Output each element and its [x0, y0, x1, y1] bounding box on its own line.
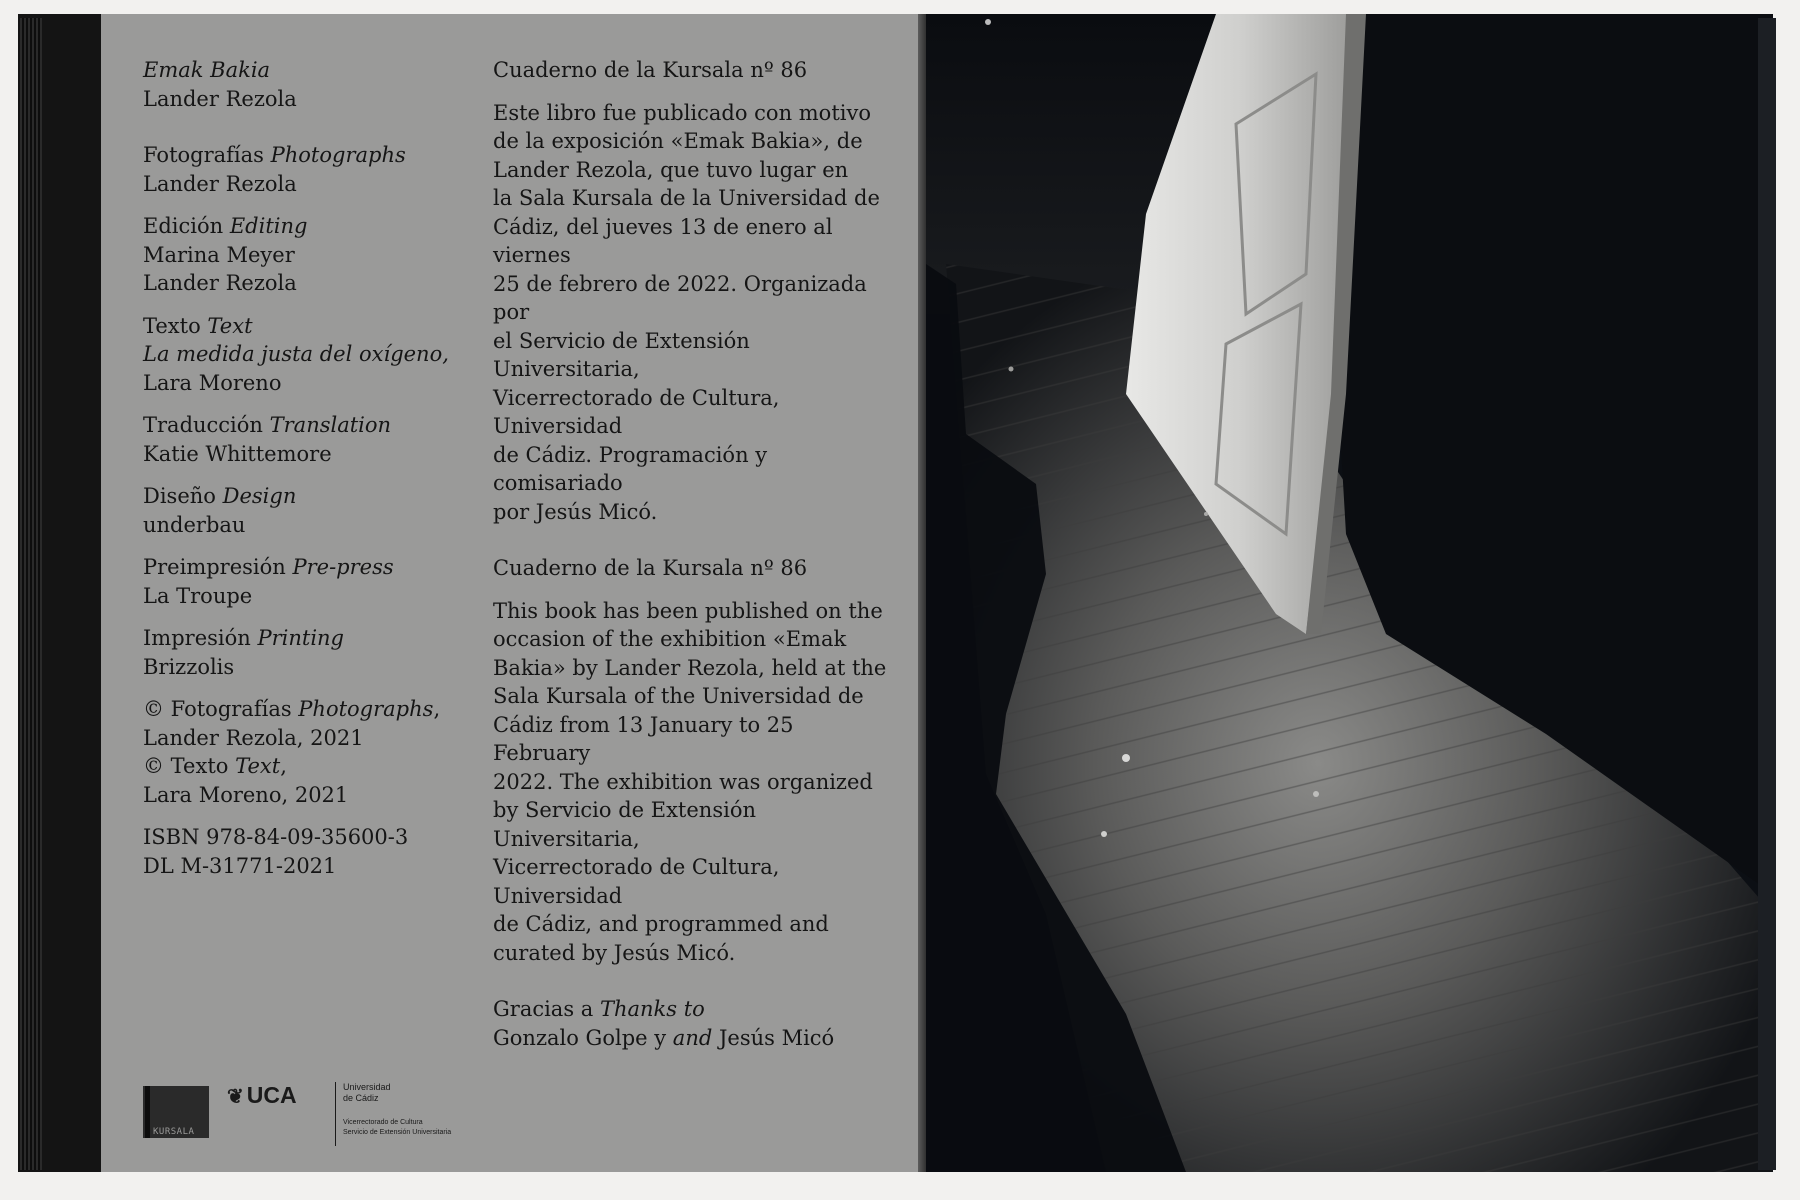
isbn: ISBN 978-84-09-35600-3: [143, 825, 409, 849]
credit-name: underbau: [143, 512, 246, 537]
uca-label: Universidad de Cádiz Vicerrectorado de Cultura Servicio de Extensión Universitaria: [343, 1082, 452, 1136]
credit-role: Traducción Translation: [143, 413, 392, 437]
credit-name: Lander Rezola: [143, 171, 297, 196]
uca-emblem-icon: ❦: [227, 1086, 244, 1108]
copyright-block: © Fotografías Photographs, Lander Rezola, 2021 © Texto Text, Lara Moreno, 2021: [143, 697, 441, 807]
credit-name: La Troupe: [143, 583, 253, 608]
door-photograph: [926, 14, 1773, 1172]
spanish-paragraph: Este libro fue publicado con motivo de la exposición «Emak Bakia», de Lander Rezola, que tuvo lugar en la Sala Kursala de la Universidad de Cádiz, del jueves 13 de enero al viernes 25 de febrero de 2022. Organizada por el Servicio de Extensión Universitaria, Vicerrectorado de Cultura, Universidad de Cádiz. Programación y comisariado por Jesús Micó.: [493, 100, 880, 524]
credit-name: Lander Rezola: [143, 271, 297, 295]
notes-column: [493, 56, 888, 1066]
photo-page: [926, 14, 1773, 1172]
credit-role: Fotografías Photographs: [143, 143, 406, 167]
credits-column: [143, 56, 473, 894]
publisher-logos: [143, 1064, 503, 1137]
spanish-heading: Cuaderno de la Kursala nº 86: [493, 58, 808, 82]
credit-role: Edición Editing: [143, 214, 308, 238]
credit-name: Katie Whittemore: [143, 441, 332, 466]
logo-divider: [335, 1082, 336, 1146]
credit-name: Lara Moreno: [143, 370, 282, 395]
credit-name: Marina Meyer: [143, 242, 295, 267]
colophon-page: [101, 14, 924, 1172]
uca-logo: ❦ UCA: [227, 1082, 297, 1108]
right-page-edge: [1758, 18, 1776, 1170]
credit-work: La medida justa del oxígeno,: [143, 342, 449, 366]
credit-name: Brizzolis: [143, 654, 235, 679]
thanks-block: Gracias a Thanks to Gonzalo Golpe y and Jesús Micó: [493, 997, 835, 1050]
credit-role: Preimpresión Pre-press: [143, 555, 394, 579]
kursala-logo: KURSALA: [143, 1086, 209, 1138]
credit-role: Diseño Design: [143, 484, 297, 508]
english-paragraph: This book has been published on the occasion of the exhibition «Emak Bakia» by Lander Rezola, held at the Sala Kursala of the Universidad de Cádiz from 13 January to 25 February 2022. The exhibition was organized by Servicio de Extensión Universitaria, Vicerrectorado de Cultura, Universidad de Cádiz, and programmed and curated by Jesús Micó.: [493, 598, 887, 965]
page-edge-lines: [20, 18, 42, 1170]
book-author: Lander Rezola: [143, 86, 297, 111]
english-heading: Cuaderno de la Kursala nº 86: [493, 556, 808, 580]
legal-block: [143, 823, 473, 880]
credit-role: Impresión Printing: [143, 626, 345, 650]
book-title: Emak Bakia: [143, 58, 271, 82]
credit-role: Texto Text: [143, 313, 253, 338]
legal-deposit: DL M-31771-2021: [143, 853, 337, 878]
